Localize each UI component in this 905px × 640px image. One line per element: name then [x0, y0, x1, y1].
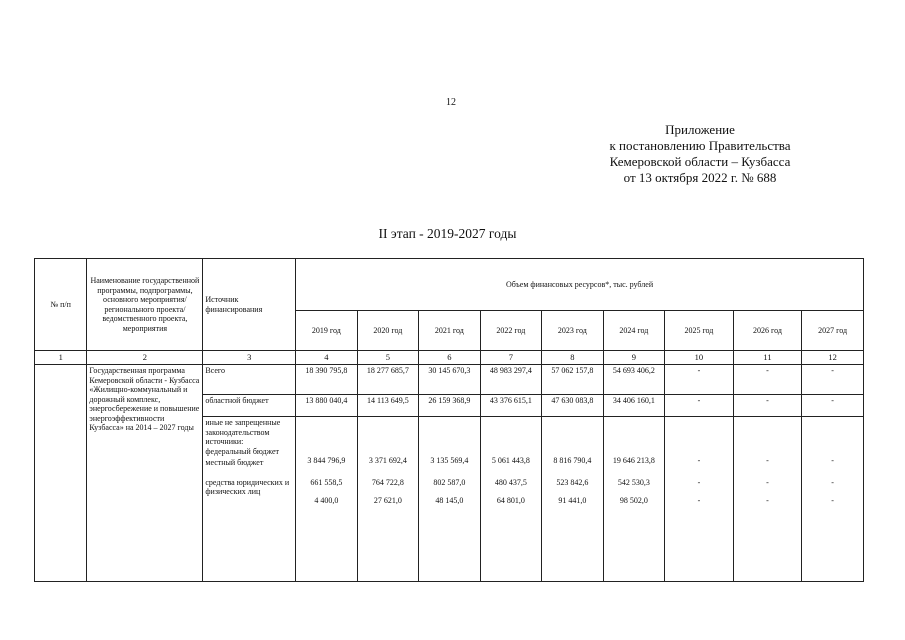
value-cell: -	[766, 456, 769, 465]
value-cell: 480 437,5	[494, 477, 527, 487]
value-stack	[542, 417, 604, 582]
header-year: 2022 год	[480, 311, 542, 351]
other-sources-label: иные не запрещенные законодательством источники:	[205, 418, 281, 446]
value-cell: 43 376 615,1	[480, 395, 542, 417]
appendix-line-4: от 13 октября 2022 г. № 688	[623, 170, 777, 185]
value-cell: -	[697, 456, 701, 465]
value-cell: 5 061 443,8	[491, 456, 530, 465]
source-label: федеральный бюджет	[205, 446, 280, 456]
value-cell: 27 621,0	[373, 496, 402, 505]
header-year: 2026 год	[733, 311, 802, 351]
value-cell: 4 400,0	[314, 496, 339, 505]
value-cell: -	[733, 395, 802, 417]
column-number: 5	[357, 351, 419, 365]
header-year: 2027 год	[802, 311, 864, 351]
table-row-total	[35, 365, 864, 395]
value-cell: 57 062 157,8	[542, 365, 604, 395]
header-source: Источник финансирования	[203, 259, 296, 351]
value-cell: -	[697, 496, 701, 505]
header-year: 2021 год	[419, 311, 481, 351]
value-cell: -	[831, 496, 834, 505]
column-number: 7	[480, 351, 542, 365]
source-label: областной бюджет	[203, 395, 296, 417]
value-stack	[419, 417, 481, 582]
value-cell: -	[665, 365, 734, 395]
value-cell: 3 135 569,4	[430, 456, 469, 465]
value-cell: 14 113 649,5	[357, 395, 419, 417]
value-cell: 3 844 796,9	[307, 456, 346, 465]
column-number: 2	[87, 351, 203, 365]
other-sources-cell	[203, 417, 296, 582]
value-cell: -	[766, 496, 769, 505]
value-cell: 47 630 083,8	[542, 395, 604, 417]
value-cell: -	[733, 365, 802, 395]
page-number: 12	[446, 97, 456, 108]
value-cell: 523 842,6	[556, 477, 589, 487]
column-number: 1	[35, 351, 87, 365]
value-cell: 98 502,0	[619, 496, 648, 505]
value-cell: 30 145 670,3	[419, 365, 481, 395]
column-number: 3	[203, 351, 296, 365]
appendix-line-1: Приложение	[665, 122, 735, 137]
value-cell: 542 530,3	[617, 477, 650, 487]
value-cell: 64 801,0	[496, 496, 525, 505]
value-cell: 802 587,0	[433, 477, 466, 487]
header-name: Наименование государственной программы, подпрограммы, основного мероприятия/ регионального проекта/ ведомственного проекта, мероприятия	[87, 259, 203, 351]
value-cell: -	[766, 477, 769, 487]
value-cell: 48 145,0	[435, 496, 464, 505]
value-cell: -	[697, 477, 701, 487]
value-cell: -	[831, 456, 834, 465]
value-cell: 764 722,8	[371, 477, 404, 487]
value-stack	[357, 417, 419, 582]
program-number-cell	[35, 365, 87, 582]
value-cell: -	[802, 365, 864, 395]
value-cell: 34 406 160,1	[603, 395, 665, 417]
value-cell: -	[831, 477, 834, 487]
value-cell: 8 816 790,4	[553, 456, 592, 465]
source-label: средства юридических и физических лиц	[205, 477, 290, 496]
header-year: 2019 год	[296, 311, 358, 351]
value-cell: 3 371 692,4	[368, 456, 407, 465]
header-num: № п/п	[35, 259, 87, 351]
value-cell: 13 880 040,4	[296, 395, 358, 417]
value-cell: 48 983 297,4	[480, 365, 542, 395]
column-number: 6	[419, 351, 481, 365]
value-cell: 19 646 213,8	[612, 456, 655, 465]
value-cell: 26 159 368,9	[419, 395, 481, 417]
appendix-line-2: к постановлению Правительства	[609, 138, 791, 153]
column-number: 8	[542, 351, 604, 365]
column-number: 4	[296, 351, 358, 365]
value-stack	[665, 417, 734, 582]
value-cell: 661 558,5	[310, 477, 343, 487]
source-label: местный бюджет	[205, 458, 264, 467]
appendix-line-3: Кемеровской области – Кузбасса	[609, 154, 791, 169]
column-number: 9	[603, 351, 665, 365]
value-cell: 18 277 685,7	[357, 365, 419, 395]
appendix-block	[570, 122, 830, 186]
header-year: 2020 год	[357, 311, 419, 351]
value-stack	[802, 417, 864, 582]
value-cell: 18 390 795,8	[296, 365, 358, 395]
header-year: 2025 год	[665, 311, 734, 351]
header-volume: Объем финансовых ресурсов*, тыс. рублей	[296, 259, 864, 311]
program-name: Государственная программа Кемеровской области - Кузбасса «Жилищно-коммунальный и дорожный комплекс, энергосбережение и повышение энергоэффективности Кузбасса» на 2014 – 2027 годы	[87, 365, 203, 582]
column-number: 12	[802, 351, 864, 365]
value-cell: -	[802, 395, 864, 417]
value-cell: -	[665, 395, 734, 417]
header-year: 2024 год	[603, 311, 665, 351]
value-stack	[733, 417, 802, 582]
value-stack	[603, 417, 665, 582]
value-stack	[480, 417, 542, 582]
column-number: 11	[733, 351, 802, 365]
financing-table	[34, 258, 864, 582]
value-cell: 54 693 406,2	[603, 365, 665, 395]
value-cell: 91 441,0	[558, 496, 587, 505]
source-label: Всего	[203, 365, 296, 395]
header-year: 2023 год	[542, 311, 604, 351]
stage-title: II этап - 2019-2027 годы	[378, 226, 517, 241]
column-number: 10	[665, 351, 734, 365]
value-stack	[296, 417, 358, 582]
column-number-row	[35, 351, 864, 365]
